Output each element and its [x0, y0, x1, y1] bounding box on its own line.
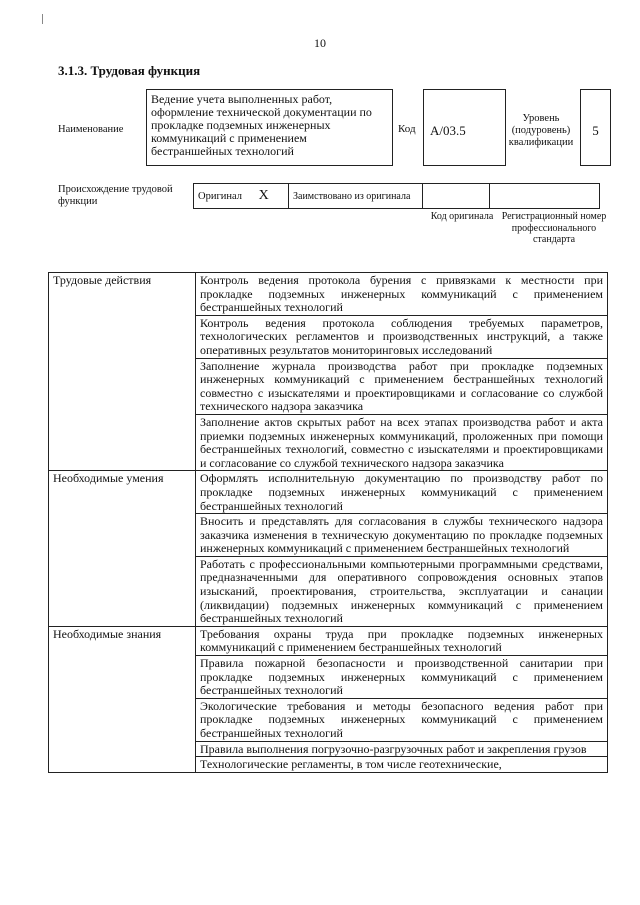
code-label: Код	[398, 123, 416, 135]
item-text: Правила пожарной безопасности и производственной санитарии при прокладке подземных инженерных коммуникаций с применением бестраншейных технологий	[196, 656, 608, 699]
reg-number-cell	[490, 184, 600, 209]
level-label: Уровень (подуровень) квалификации	[508, 113, 574, 148]
item-text: Оформлять исполнительную документацию по производству работ по прокладке подземных инженерных коммуникаций с применением бестраншейных технологий	[196, 471, 608, 514]
item-text: Технологические регламенты, в том числе геотехнические,	[196, 757, 608, 773]
name-value: Ведение учета выполненных работ, оформление технической документации по прокладке подземных инженерных коммуникаций с применением бестраншейных технологий	[146, 89, 393, 166]
page-number: 10	[314, 36, 326, 50]
item-text: Работать с профессиональными компьютерными программными средствами, предназначенными для оперативного сопровождения основных этапов изысканий, проектирования, строительства, эксплуатации и санации (ликвидации) подземных инженерных коммуникаций с применением бестраншейных технологий	[196, 556, 608, 626]
item-text: Заполнение журнала производства работ при прокладке подземных инженерных коммуникаций с применением бестраншейных технологий совместно с изыскателями и проектировщиками и согласование со службой технического надзора заказчика	[196, 358, 608, 414]
category-label: Необходимые знания	[49, 626, 196, 772]
table-row	[49, 273, 608, 316]
category-label: Трудовые действия	[49, 273, 196, 471]
item-text: Контроль ведения протокола бурения с привязками к местности при прокладке подземных инженерных коммуникаций с применением бестраншейных технологий	[196, 273, 608, 316]
original-label: Оригинал	[198, 191, 242, 202]
code-original-label: Код оригинала	[430, 211, 494, 222]
item-text: Правила выполнения погрузочно-разгрузочных работ и закрепления грузов	[196, 741, 608, 757]
origin-label: Происхождение трудовой функции	[58, 184, 173, 207]
code-original-cell	[423, 184, 490, 209]
origin-table	[193, 183, 600, 209]
original-mark: X	[258, 188, 269, 203]
code-value: А/03.5	[423, 89, 506, 166]
item-text: Заполнение актов скрытых работ на всех этапах производства работ и акта приемки подземных инженерных коммуникаций, проложенных при помощи бестраншейных технологий, совместно с изыскателями и проектировщиками и согласование со службой технического надзора заказчика	[196, 414, 608, 470]
category-label: Необходимые умения	[49, 471, 196, 627]
name-label: Наименование	[58, 124, 124, 135]
item-text: Требования охраны труда при прокладке подземных инженерных коммуникаций с применением бестраншейных технологий	[196, 626, 608, 655]
labor-function-table	[48, 272, 608, 773]
section-title: 3.1.3. Трудовая функция	[58, 63, 201, 78]
item-text: Контроль ведения протокола соблюдения требуемых параметров, технологических регламентов и производственных инструкций, а также оперативных результатов мониторинговых исследований	[196, 315, 608, 358]
borrowed-label: Заимствовано из оригинала	[289, 184, 423, 209]
original-cell	[194, 184, 289, 209]
reg-number-label: Регистрационный номер профессионального стандарта	[501, 211, 607, 245]
scan-mark	[42, 14, 43, 24]
table-row	[49, 626, 608, 655]
level-value: 5	[580, 89, 611, 166]
table-row	[49, 471, 608, 514]
item-text: Экологические требования и методы безопасного ведения работ при прокладке подземных инженерных коммуникаций с применением бестраншейных технологий	[196, 698, 608, 741]
item-text: Вносить и представлять для согласования в службы технического надзора заказчика изменения в техническую документацию по прокладке подземных инженерных коммуникаций с применением бестраншейных технологий	[196, 514, 608, 557]
